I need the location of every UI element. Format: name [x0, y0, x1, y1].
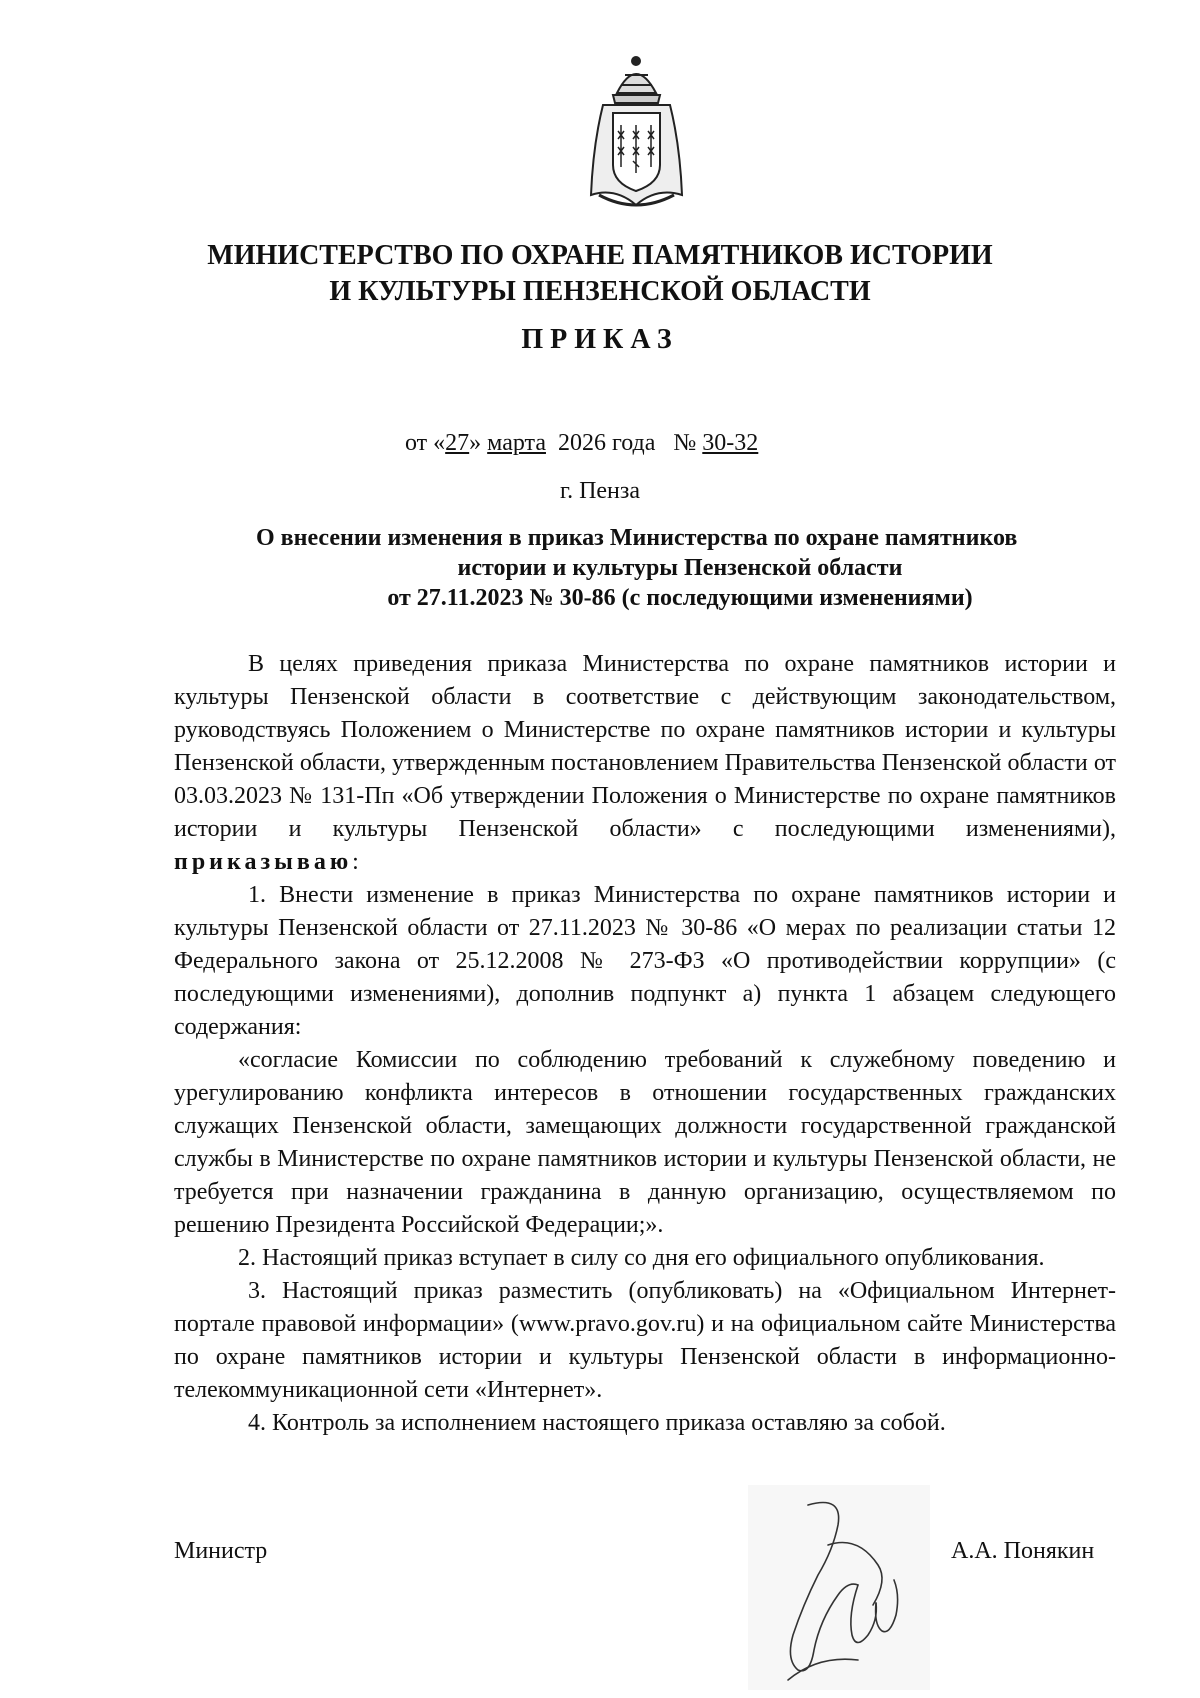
subject-line1: О внесении изменения в приказ Министерства по охране памятников [256, 525, 1018, 551]
coat-of-arms-emblem [585, 55, 688, 215]
ministry-name-line1: МИНИСТЕРСТВО ПО ОХРАНЕ ПАМЯТНИКОВ ИСТОРИИ [207, 240, 993, 271]
order-item-1: 1. Внести изменение в приказ Министерства по охране памятников истории и культуры Пензенской области от 27.11.2023 № 30-86 «О мерах по реализации статьи 12 Федерального закона от 25.12.2008 № 273-ФЗ «О противодействии коррупции» (с последующими изменениями), дополнив подпункт а) пункта 1 абзацем следующего содержания: [174, 882, 1116, 1040]
order-item-4: 4. Контроль за исполнением настоящего приказа оставляю за собой. [248, 1410, 946, 1436]
preamble-paragraph: В целях приведения приказа Министерства по охране памятников истории и культуры Пензенской области в соответствие с действующим законодательством, руководствуясь Положением о Министерстве по охране памятников истории и культуры Пензенской области, утвержденным постановлением Правительства Пензенской области от 03.03.2023 № 131-Пп «Об утверждении Положения о Министерстве по охране памятников истории и культуры Пензенской области» с последующими изменениями), приказываю: [174, 651, 1116, 875]
handwritten-signature [748, 1485, 930, 1690]
ministry-name-line2: И КУЛЬТУРЫ ПЕНЗЕНСКОЙ ОБЛАСТИ [329, 276, 871, 307]
document-subject [240, 523, 1120, 613]
document-number: 30-32 [702, 430, 759, 456]
signatory-name: А.А. Понякин [951, 1538, 1095, 1564]
order-item-2: 2. Настоящий приказ вступает в силу со дня его официального опубликования. [238, 1245, 1045, 1271]
document-dateline: от «27» марта 2026 года № 30-32 [405, 430, 759, 456]
quoted-text: «согласие Комиссии по соблюдению требований к служебному поведению и урегулированию конфликта интересов в отношении государственных гражданских служащих Пензенской области, замещающих должности государственной гражданской службы в Министерстве по охране памятников истории и культуры Пензенской области, не требуется при назначении гражданина в данную организацию, осуществляемом по решению Президента Российской Федерации;». [174, 1047, 1116, 1238]
document-type-title: ПРИКАЗ [521, 324, 679, 355]
document-body [174, 648, 1116, 1440]
order-item-3: 3. Настоящий приказ разместить (опубликовать) на «Официальном Интернет-портале правовой информации» (www.pravo.gov.ru) и на официальном сайте Министерства по охране памятников истории и культуры Пензенской области в информационно-телекоммуникационной сети «Интернет». [174, 1278, 1116, 1403]
subject-line2: истории и культуры Пензенской области [457, 555, 903, 581]
city: г. Пенза [559, 478, 641, 504]
order-word: приказываю [174, 849, 353, 875]
subject-line3: от 27.11.2023 № 30-86 (с последующими изменениями) [387, 585, 973, 611]
date-day: 27 [445, 430, 470, 456]
signatory-title: Министр [174, 1538, 268, 1564]
date-month: марта [487, 430, 546, 456]
